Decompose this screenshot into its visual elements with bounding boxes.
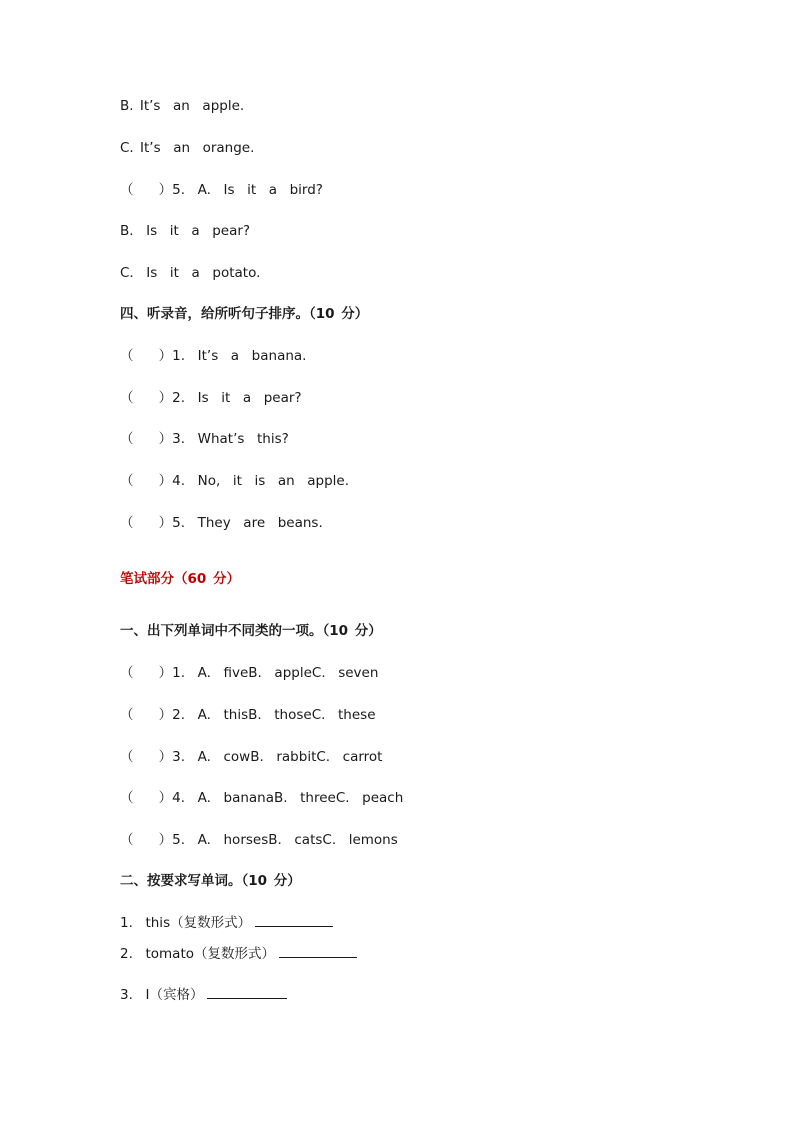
question-line: （ ）4. A. bananaB. threeC. peach: [120, 790, 404, 806]
fill-in-line: [120, 945, 357, 963]
fill-in-line: [120, 986, 287, 1004]
option-line: B. It’s an apple.: [120, 98, 245, 114]
question-line: （ ）3. A. cowB. rabbitC. carrot: [120, 749, 383, 765]
question-line: （ ）5. They are beans.: [120, 515, 323, 531]
question-line: （ ）1. A. fiveB. appleC. seven: [120, 665, 379, 681]
question-line: （ ）2. A. thisB. thoseC. these: [120, 707, 376, 723]
answer-blank[interactable]: [279, 945, 357, 958]
section-heading-listening-4: 四、听录音，给所听句子排序。（10 分）: [120, 306, 369, 322]
question-line: （ ）5. A. Is it a bird?: [120, 182, 323, 198]
question-line: （ ）4. No, it is an apple.: [120, 473, 350, 489]
written-part-heading: 笔试部分（60 分）: [120, 571, 240, 587]
answer-blank[interactable]: [207, 986, 287, 999]
question-line: （ ）1. It’s a banana.: [120, 348, 307, 364]
question-line: （ ）2. Is it a pear?: [120, 390, 302, 406]
section-heading-written-2: 二、按要求写单词。（10 分）: [120, 873, 301, 889]
answer-blank[interactable]: [255, 914, 333, 927]
option-line: C. Is it a potato.: [120, 265, 261, 281]
fill-in-prompt: 2. tomato（复数形式）: [120, 946, 275, 962]
section-heading-written-1: 一、出下列单词中不同类的一项。（10 分）: [120, 623, 382, 639]
option-line: B. Is it a pear?: [120, 223, 251, 239]
fill-in-line: [120, 914, 333, 932]
fill-in-prompt: 3. I（宾格）: [120, 987, 204, 1003]
question-line: （ ）3. What’s this?: [120, 431, 289, 447]
fill-in-prompt: 1. this（复数形式）: [120, 915, 252, 931]
question-line: （ ）5. A. horsesB. catsC. lemons: [120, 832, 398, 848]
option-line: C. It’s an orange.: [120, 140, 255, 156]
